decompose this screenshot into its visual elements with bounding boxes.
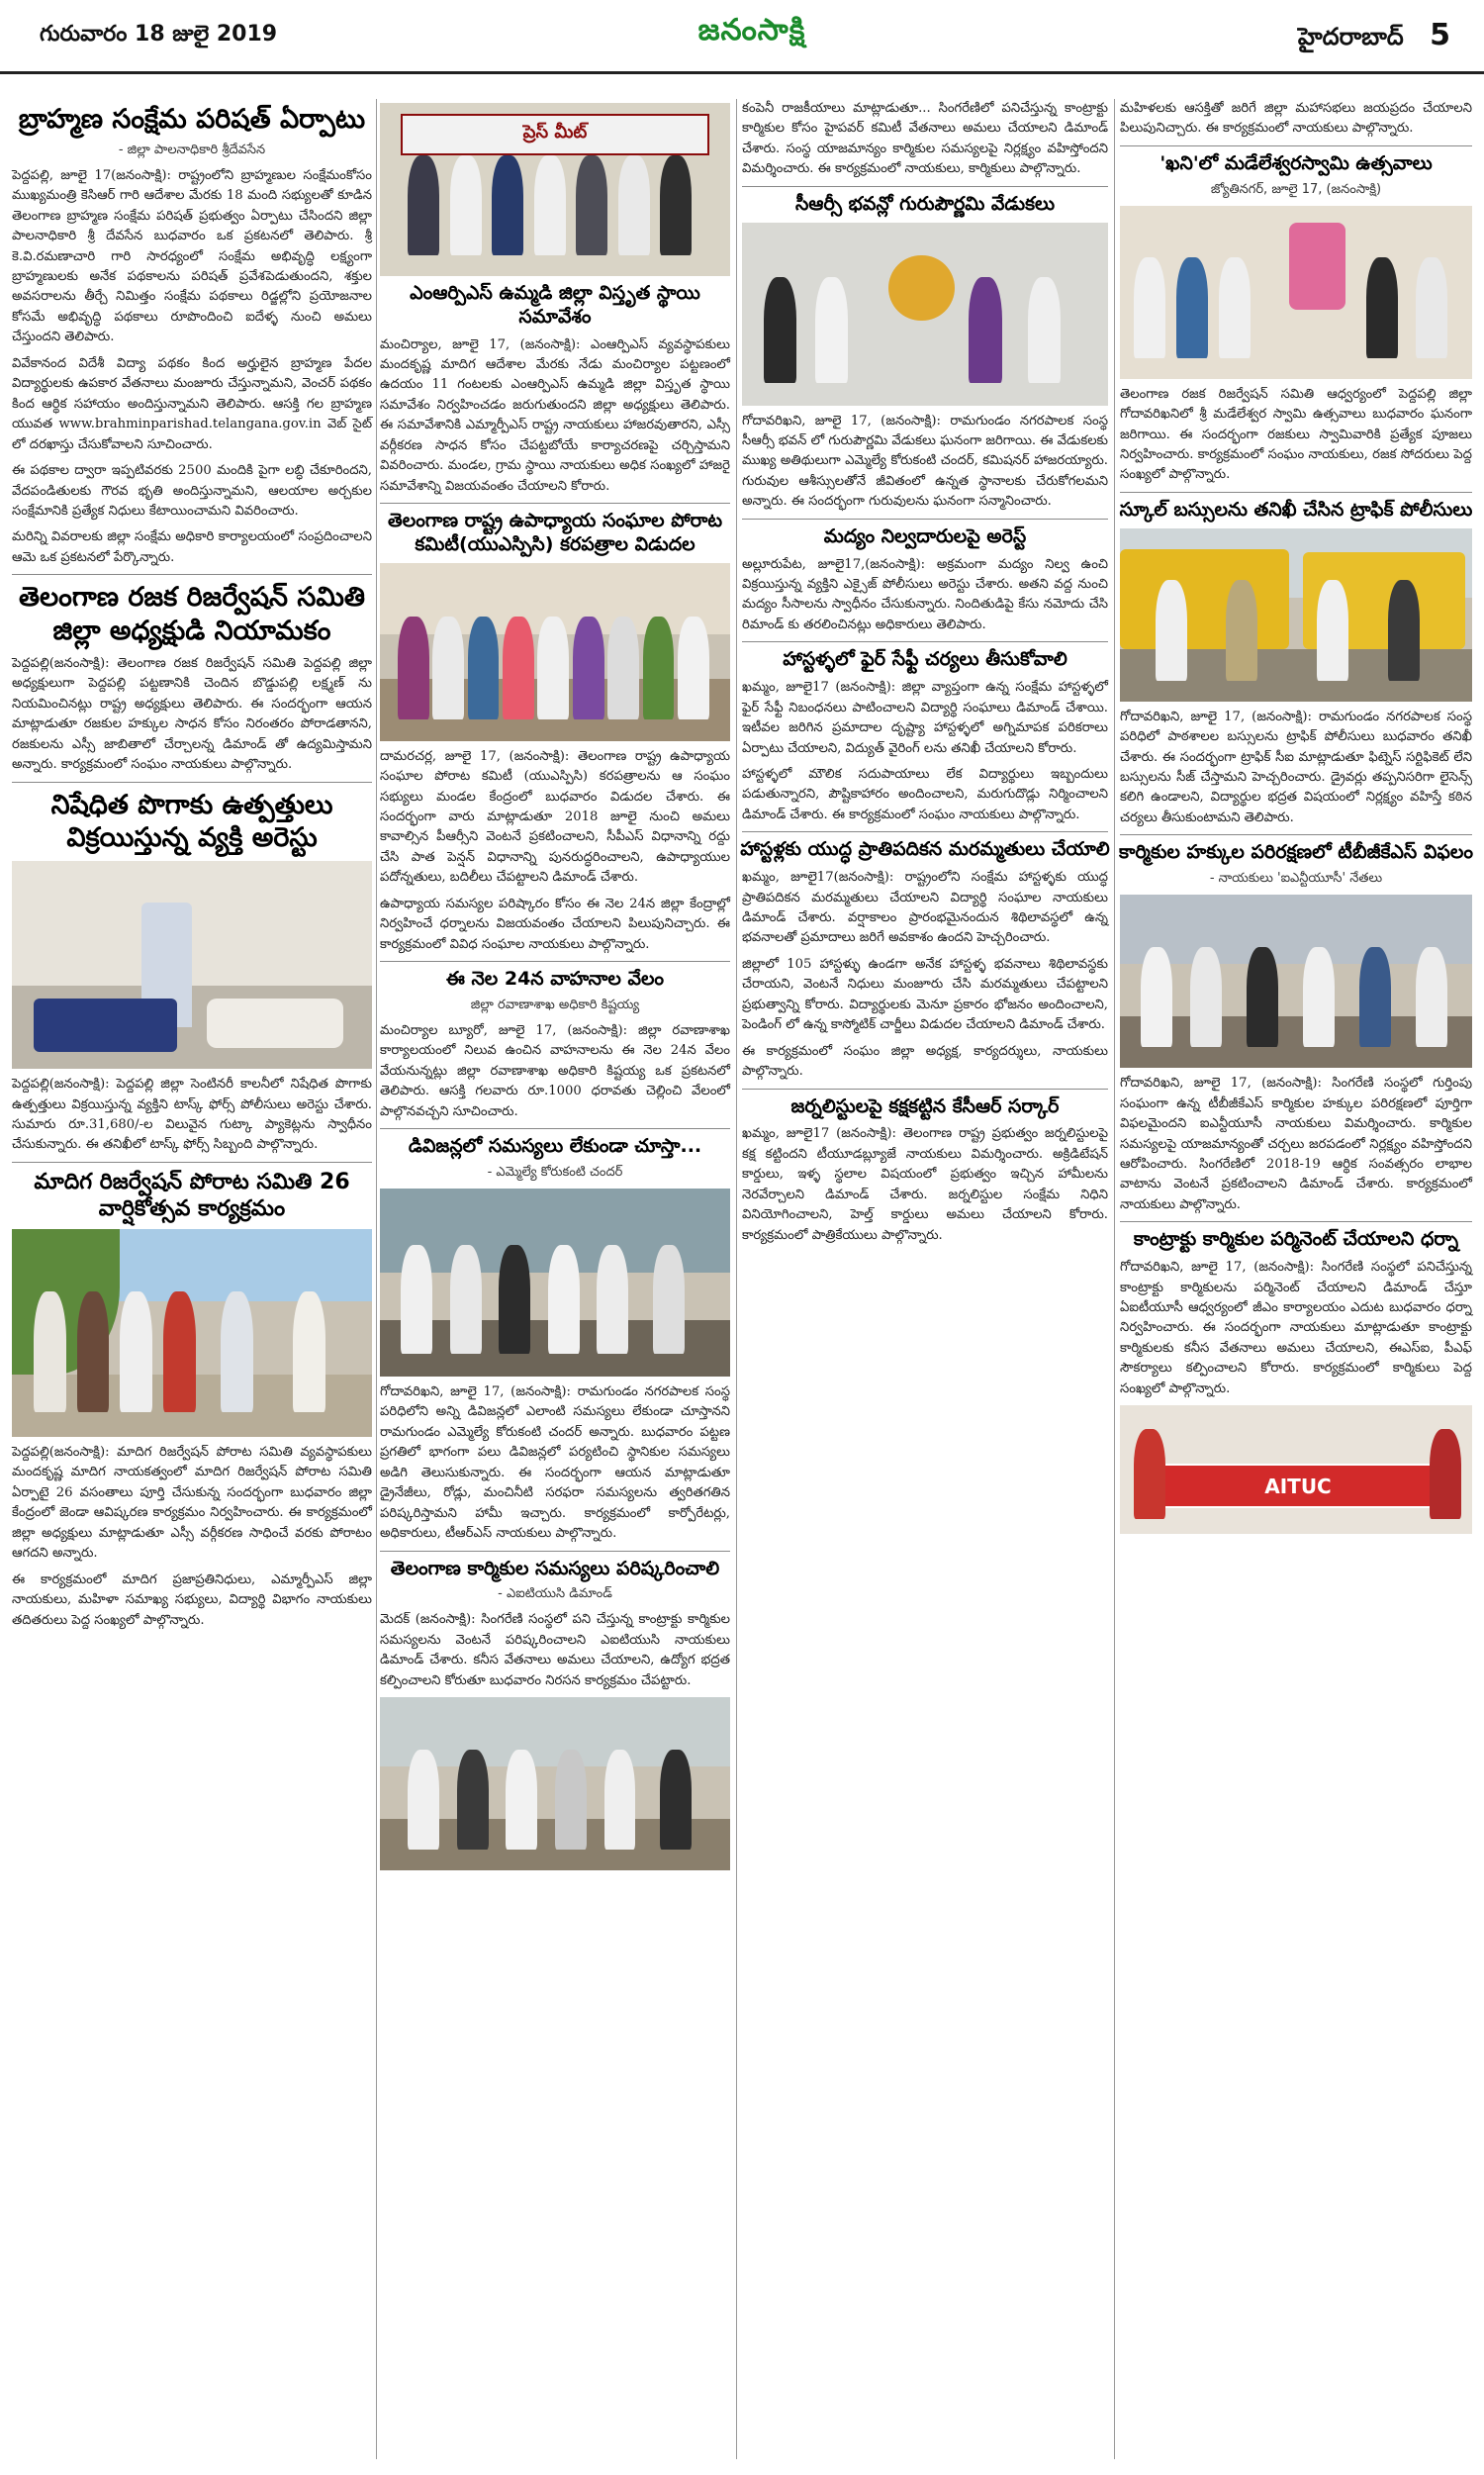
article-separator	[1120, 492, 1472, 493]
column-2	[376, 99, 734, 2459]
article-paragraph: హాస్టళ్ళలో మౌలిక సదుపాయాలు లేక విద్యార్థులు ఇబ్బందులు పడుతున్నారని, పౌష్టికాహారం అందించాలని, మరుగుదొడ్లు నిర్మించాలని డిమాండ్ చేశారు. ఈ కార్యక్రమంలో సంఘం నాయకులు పాల్గొన్నారు.	[742, 766, 1108, 822]
article-paragraph: వివేకానంద విదేశీ విద్యా పథకం కింద అర్హులైన బ్రాహ్మణ పేదల విద్యార్థులకు ఉపకార వేతనాలు మంజూరు చేస్తున్నామని, వెంచర్ పథకం కింద ఆర్థిక సహాయం అందిస్తున్నామని తెలిపారు. ఆసక్తి గల బ్రాహ్మణ యువత www.brahminparishad.telangana.gov.in వెబ్ సైట్ లో దరఖాస్తు చేసుకోవాలని సూచించారు.	[12, 355, 372, 452]
headline-rajaka-samithi: తెలంగాణ రజక రిజర్వేషన్ సమితి జిల్లా అధ్యక్షుడి నియామకం	[18, 582, 365, 647]
headline-vehicle-auction: ఈ నెల 24న వాహనాల వేలం	[445, 968, 665, 991]
logo-text: జనంసాక్షి	[697, 13, 806, 48]
article-paragraph: ఖమ్మం, జూలై17(జనంసాక్షి): రాష్ట్రంలోని సంక్షేమ హాస్టళ్ళకు యుద్ధ ప్రాతిపదికన మరమ్మతులు చేయాలని విద్యార్థి సంఘాల నాయకులు డిమాండ్ చేశారు. వర్షాకాలం ప్రారంభమైనందున శిథిలావస్థలో ఉన్న భవనాలతో ప్రమాదాలు జరిగే అవకాశం ఉందని హెచ్చరించారు.	[742, 870, 1108, 946]
headline-uspc-pamphlets: తెలంగాణ రాష్ట్ర ఉపాధ్యాయ సంఘాల పోరాట కమిటీ(యుఎస్పిసి) కరపత్రాల విడుదల	[387, 510, 723, 555]
article-paragraph: గోదావరిఖని, జూలై 17, (జనంసాక్షి): రామగుండం నగరపాలక సంస్థ పరిధిలోని అన్ని డివిజన్లలో ఎలాంటి సమస్యలు లేకుండా చూస్తానని రామగుండం ఎమ్మెల్యే కోరుకంటి చందర్ అన్నారు. బుధవారం పట్టణ ప్రగతిలో భాగంగా పలు డివిజన్లలో పర్యటించి స్థానికుల సమస్యలు అడిగి తెలుసుకున్నారు. ఈ సందర్భంగా ఆయన మాట్లాడుతూ డ్రైనేజీలు, రోడ్లు, మంచినీటి సరఫరా సమస్యలను త్వరితగతిన పరిష్కరిస్తామని హామీ ఇచ్చారు. కార్యక్రమంలో కార్పోరేటర్లు, అధికారులు, టీఆర్ఎస్ నాయకులు పాల్గొన్నారు.	[380, 1383, 730, 1542]
article-paragraph: దామరచర్ల, జూలై 17, (జనంసాక్షి): తెలంగాణ రాష్ట్ర ఉపాధ్యాయ సంఘాల పోరాట కమిటీ (యుఎస్పిసి) కరపత్రాలను ఆ సంఘం సభ్యులు మండల కేంద్రంలో బుధవారం విడుదల చేశారు. ఈ సందర్భంగా వారు మాట్లాడుతూ 2018 జూలై నుంచి అమలు కావాల్సిన పీఆర్సీని వెంటనే ప్రకటించాలని, సీపీఎస్ విధానాన్ని రద్దు చేసి పాత పెన్షన్ విధానాన్ని పునరుద్ధరించాలని, ఉపాధ్యాయుల పదోన్నతులు, బదిలీలు చేపట్టాలని డిమాండ్ చేశారు.	[380, 748, 730, 886]
byline: - ఎఐటియుసి డిమాండ్	[498, 1586, 612, 1602]
article-paragraph: గోదావరిఖని, జూలై 17, (జనంసాక్షి): సింగరేణి సంస్థలో పనిచేస్తున్న కాంట్రాక్టు కార్మికులను పర్మినెంట్ చేయాలని డిమాండ్ చేస్తూ ఏఐటీయూసీ ఆధ్వర్యంలో జీఎం కార్యాలయం ఎదుట బుధవారం ధర్నా నిర్వహించారు. ఈ సందర్భంగా నాయకులు మాట్లాడుతూ కాంట్రాక్టు కార్మికులకు కనీస వేతనాలు అమలు చేయాలని, ఈఎస్ఐ, పీఎఫ్ సౌకర్యాలు కల్పించాలని కోరారు. కార్యక్రమంలో కార్మికులు పెద్ద సంఖ్యలో పాల్గొన్నారు.	[1120, 1260, 1472, 1396]
article-separator	[1120, 834, 1472, 835]
photo-festival	[1120, 206, 1472, 379]
photo-aituc-dharna	[1120, 1405, 1472, 1534]
article-paragraph: గోదావరిఖని, జూలై 17, (జనంసాక్షి): సింగరేణి సంస్థలో గుర్తింపు సంఘంగా ఉన్న టీబీజీకేఎస్ కార్మికుల హక్కుల పరిరక్షణలో పూర్తిగా విఫలమైందని ఐఎన్టీయూసీ నాయకులు విమర్శించారు. కార్మికుల సమస్యలపై యాజమాన్యంతో చర్చలు జరపడంలో నిర్లక్ష్యం వహిస్తోందని ఆరోపించారు. సింగరేణిలో 2018-19 ఆర్థిక సంవత్సరం లాభాల వాటాను వెంటనే ప్రకటించాలని డిమాండ్ చేశారు. కార్యక్రమంలో నాయకులు పాల్గొన్నారు.	[1120, 1076, 1472, 1212]
photo-protest	[380, 1697, 730, 1870]
headline-contract-workers-dharna: కాంట్రాక్టు కార్మికుల పర్మినెంట్ చేయాలని ధర్నా	[1133, 1228, 1459, 1251]
article-separator	[380, 503, 730, 504]
photo-teachers-union	[380, 563, 730, 741]
headline-workers-issues: తెలంగాణ కార్మికుల సమస్యలు పరిష్కరించాలి	[390, 1557, 720, 1579]
headline-madeleswara-festival: 'ఖని'లో మడేలేశ్వరస్వామి ఉత్సవాలు	[1159, 151, 1433, 174]
edition-city: హైదరాబాద్	[1297, 23, 1404, 50]
article-paragraph: మహిళలకు ఆసక్తితో జరిగే జిల్లా మహాసభలు జయప్రదం చేయాలని పిలుపునిచ్చారు. ఈ కార్యక్రమంలో నాయకులు పాల్గొన్నారు.	[1120, 101, 1472, 137]
article-paragraph: మెదక్ (జనంసాక్షి): సింగరేణి సంస్థలో పని చేస్తున్న కాంట్రాక్టు కార్మికుల సమస్యలను వెంటనే పరిష్కరించాలని ఎఐటియుసి నాయకులు డిమాండ్ చేశారు. కనీస వేతనాలు అమలు చేయాలని, ఉద్యోగ భద్రత కల్పించాలని కోరుతూ బుధవారం నిరసన కార్యక్రమం చేపట్టారు.	[380, 1612, 730, 1688]
page-number: 5	[1430, 18, 1450, 52]
banner-text: AITUC	[1156, 1464, 1441, 1509]
article-separator	[742, 641, 1108, 642]
photo-seized-tobacco	[12, 861, 372, 1069]
newspaper-logo	[633, 6, 871, 61]
article-separator	[742, 519, 1108, 520]
article-paragraph: ఈ కార్యక్రమంలో మాదిగ ప్రజాప్రతినిధులు, ఎమ్మార్పీఎస్ జిల్లా నాయకులు, మహిళా సమాఖ్య సభ్యులు, విద్యార్థి విభాగం నాయకులు తదితరులు పెద్ద సంఖ్యలో పాల్గొన్నారు.	[12, 1571, 372, 1628]
photo-union-leaders	[1120, 895, 1472, 1068]
article-separator	[742, 186, 1108, 187]
photo-school-bus	[1120, 528, 1472, 702]
article-separator	[742, 1089, 1108, 1090]
article-separator	[12, 574, 372, 575]
photo-guru-purnima	[742, 223, 1108, 406]
article-paragraph: కంపెనీ రాజకీయాలు మాట్లాడుతూ... సింగరేణిలో పనిచేస్తున్న కాంట్రాక్టు కార్మికుల కోసం హైపవర్ కమిటీ వేతనాలు అమలు చేయాలని డిమాండ్ చేశారు. సంస్థ యాజమాన్యం కార్మికుల సమస్యలపై నిర్లక్ష్యం వహిస్తోందని విమర్శించారు. ఈ కార్యక్రమంలో నాయకులు, కార్మికులు పాల్గొన్నారు.	[742, 101, 1108, 177]
column-4	[1116, 99, 1476, 2459]
article-paragraph: ఈ పథకాల ద్వారా ఇప్పటివరకు 2500 మందికి పైగా లబ్ధి చేకూరిందని, వేదపండితులకు గౌరవ భృతి అందిస్తున్నామని, ఆలయాల అర్చకుల సంక్షేమానికి ప్రత్యేక నిధులు కేటాయించామని వివరించారు.	[12, 463, 372, 519]
byline: - ఎమ్మెల్యే కోరుకంటి చందర్	[487, 1164, 623, 1180]
column-divider	[1114, 99, 1115, 2459]
article-paragraph: ఖమ్మం, జూలై17 (జనంసాక్షి): జిల్లా వ్యాప్తంగా ఉన్న సంక్షేమ హాస్టళ్ళలో ఫైర్ సేఫ్టీ నిబంధనలు పాటించాలని విద్యార్థి సంఘాలు డిమాండ్ చేశాయి. ఇటీవల జరిగిన ప్రమాదాల దృష్ట్యా హాస్టళ్ళలో అగ్నిమాపక పరికరాలు ఏర్పాటు చేయాలని, విద్యుత్ వైరింగ్ లను తనిఖీ చేయాలని కోరారు.	[742, 680, 1108, 756]
article-separator	[12, 782, 372, 783]
article-paragraph: ఖమ్మం, జూలై17 (జనంసాక్షి): తెలంగాణ రాష్ట్ర ప్రభుత్వం జర్నలిస్టులపై కక్ష కట్టిందని టీయూడబ్ల్యూజే నాయకులు విమర్శించారు. అక్రిడిటేషన్ కార్డులు, ఇళ్ళ స్థలాల విషయంలో ప్రభుత్వం ఇచ్చిన హామీలను నెరవేర్చాలని డిమాండ్ చేశారు. జర్నలిస్టుల సంక్షేమ నిధిని వినియోగించాలని, హెల్త్ కార్డులు అమలు చేయాలని కోరారు. కార్యక్రమంలో పాత్రికేయులు పాల్గొన్నారు.	[742, 1126, 1108, 1243]
article-paragraph: పెద్దపల్లి, జూలై 17(జనంసాక్షి): రాష్ట్రంలోని బ్రాహ్మణుల సంక్షేమంకోసం ముఖ్యమంత్రి కెసిఆర్ గారి ఆదేశాల మేరకు 18 మంది సభ్యులతో కూడిన తెలంగాణ బ్రాహ్మణ సంక్షేమ పరిషత్ ప్రభుత్వం ఏర్పాటు చేసిందని జిల్లా పాలనాధికారి శ్రీ దేవసేన బుధవారం ఒక ప్రకటనలో తెలిపారు. శ్రీ కె.వి.రమణాచారి గారి సారధ్యంలో సంక్షేమ అభివృద్ధి లక్ష్యంగా బ్రాహ్మణులకు అనేక పథకాలను పరిషత్ ప్రవేశపెడుతుందని, శక్తుల అవసరాలను తీర్చే నిమిత్తం సంక్షేమ పథకాలు రిడ్జల్లోని ప్రయోజనాల కోసమే అభివృద్ధి పథకాలు రూపొందించి ఐదేళ్ళ నుంచి అమలు చేస్తుందని తెలిపారు.	[12, 167, 372, 345]
issue-date: గురువారం 18 జులై 2019	[40, 22, 278, 47]
article-paragraph: పెద్దపల్లి(జనంసాక్షి): పెద్దపల్లి జిల్లా సెంటినరీ కాలనీలో నిషేధిత పొగాకు ఉత్పత్తులు విక్రయిస్తున్న వ్యక్తిని టాస్క్ ఫోర్స్ పోలీసులు అరెస్టు చేశారు. సుమారు రూ.31,680/-ల విలువైన గుట్కా ప్యాకెట్లను స్వాధీనం చేసుకున్నారు. ఈ తనిఖీలో టాస్క్ ఫోర్స్ సిబ్బంది పాల్గొన్నారు.	[12, 1077, 372, 1153]
article-paragraph: మంచిర్యాల బ్యూరో, జూలై 17, (జనంసాక్షి): జిల్లా రవాణాశాఖ కార్యాలయంలో నిలువ ఉంచిన వాహనాలను ఈ నెల 24న వేలం వేయనున్నట్లు జిల్లా రవాణాశాఖ అధికారి కిష్టయ్య ఒక ప్రకటనలో తెలిపారు. ఆసక్తి గలవారు రూ.1000 ధరావతు చెల్లించి వేలంలో పాల్గొనవచ్చని సూచించారు.	[380, 1022, 730, 1119]
article-separator	[12, 1162, 372, 1163]
headline-guru-purnima: సీఆర్సీ భవన్లో గురుపౌర్ణమి వేడుకలు	[794, 192, 1056, 215]
edition-info	[1298, 18, 1450, 56]
byline: - జిల్లా పాలనాధికారి శ్రీదేవసేన	[118, 142, 266, 157]
column-3	[738, 99, 1112, 2459]
column-divider	[736, 99, 737, 2459]
headline-journalists: జర్నలిస్టులపై కక్షకట్టిన కేసీఆర్ సర్కార్	[790, 1095, 1060, 1117]
article-paragraph: మంచిర్యాల, జూలై 17, (జనంసాక్షి): ఎంఆర్పిఎస్ వ్యవస్థాపకులు మందకృష్ణ మాదిగ ఆదేశాల మేరకు నేడు మంచిర్యాల పట్టణంలో ఉదయం 11 గంటలకు ఎంఆర్పిఎస్ ఉమ్మడి జిల్లా విస్తృత స్థాయి సమావేశం నిర్వహించడం జరుగుతుందని జిల్లా అధ్యక్షులు తెలిపారు. ఈ సమావేశానికి ఎమ్మార్పీఎస్ రాష్ట్ర నాయకులు హాజరవుతారని, ఎస్సీ వర్గీకరణ సాధన కోసం చేపట్టబోయే కార్యాచరణపై చర్చిస్తామని వివరించారు. మండల, గ్రామ స్థాయి నాయకులు అధిక సంఖ్యలో హాజరై సమావేశాన్ని విజయవంతం చేయాలని కోరారు.	[380, 336, 730, 494]
article-paragraph: గోదావరిఖని, జూలై 17, (జనంసాక్షి): రామగుండం నగరపాలక సంస్థ సీఆర్సీ భవన్ లో గురుపౌర్ణమి వేడుకలు ఘనంగా జరిగాయి. ఈ వేడుకలకు ముఖ్య అతిథులుగా ఎమ్మెల్యే కోరుకంటి చందర్, కమిషనర్ హాజరయ్యారు. గురువుల ఆశీస్సులతోనే జీవితంలో ఉన్నత స్థానాలకు చేరుకోగలమని అన్నారు. ఈ సందర్భంగా గురువులను ఘనంగా సన్మానించారు.	[742, 413, 1108, 510]
masthead	[0, 0, 1484, 74]
photo-flag-hoisting	[12, 1229, 372, 1437]
article-paragraph: ఉపాధ్యాయ సమస్యల పరిష్కారం కోసం ఈ నెల 24న జిల్లా కేంద్రాల్లో నిర్వహించే ధర్నాలను విజయవంతం చేయాలని పిలుపునిచ్చారు. ఈ కార్యక్రమంలో వివిధ సంఘాల నాయకులు పాల్గొన్నారు.	[380, 896, 730, 952]
headline-tobacco-arrest: నిషేధిత పొగాకు ఉత్పత్తులు విక్రయిస్తున్న వ్యక్తి అరెస్టు	[50, 789, 333, 854]
photo-press-meet	[380, 103, 730, 276]
article-paragraph: ఈ కార్యక్రమంలో సంఘం జిల్లా అధ్యక్ష, కార్యదర్శులు, నాయకులు పాల్గొన్నారు.	[742, 1043, 1108, 1080]
headline-mrps-anniversary: మాదిగ రిజర్వేషన్ పోరాట సమితి 26 వార్షికోత్సవ కార్యక్రమం	[34, 1169, 350, 1222]
headline-brahmin-parishad: బ్రాహ్మణ సంక్షేమ పరిషత్ ఏర్పాటు	[18, 104, 366, 135]
article-paragraph: మరిన్ని వివరాలకు జిల్లా సంక్షేమ అధికారి కార్యాలయంలో సంప్రదించాలని ఆమె ఒక ప్రకటనలో పేర్కొన్నారు.	[12, 529, 372, 565]
article-separator	[380, 1551, 730, 1552]
headline-school-bus-check: స్కూల్ బస్సులను తనిఖీ చేసిన ట్రాఫిక్ పోలీసులు	[1119, 498, 1473, 521]
article-separator	[380, 961, 730, 962]
headline-mrps-meeting: ఎంఆర్పిఎస్ ఉమ్మడి జిల్లా విస్తృత స్థాయి సమావేశం	[410, 282, 700, 328]
headline-tbgks-failure: కార్మికుల హక్కుల పరిరక్షణలో టీబీజీకేఎస్ విఫలం	[1118, 841, 1473, 864]
byline: జిల్లా రవాణాశాఖ అధికారి కిష్టయ్య	[470, 997, 640, 1012]
photo-mla-visit	[380, 1189, 730, 1377]
headline-hostel-repairs: హాస్టళ్లకు యుద్ధ ప్రాతిపదికన మరమ్మతులు చేయాలి	[740, 838, 1110, 861]
article-paragraph: గోదావరిఖని, జూలై 17, (జనంసాక్షి): రామగుండం నగరపాలక సంస్థ పరిధిలో పాఠశాలల బస్సులను ట్రాఫిక్ పోలీసులు బుధవారం తనిఖీ చేశారు. ఈ సందర్భంగా ట్రాఫిక్ సీఐ మాట్లాడుతూ ఫిట్నెస్ సర్టిఫికెట్ లేని బస్సులను సీజ్ చేస్తామని హెచ్చరించారు. డ్రైవర్లు తప్పనిసరిగా లైసెన్స్ కలిగి ఉండాలని, విద్యార్థుల భద్రత విషయంలో నిర్లక్ష్యం వహిస్తే కఠిన చర్యలు తీసుకుంటామని తెలిపారు.	[1120, 709, 1472, 825]
headline-liquor-arrest: మద్యం నిల్వదారులపై అరెస్ట్	[823, 524, 1027, 547]
article-paragraph: జిల్లాలో 105 హాస్టళ్ళు ఉండగా అనేక హాస్టళ్ళ భవనాలు శిథిలావస్థకు చేరాయని, వెంటనే నిధులు మంజూరు చేసి మరమ్మతులు చేపట్టాలని ప్రభుత్వాన్ని కోరారు. విద్యార్థులకు మెనూ ప్రకారం భోజనం అందించాలని, పెండింగ్ లో ఉన్న కాస్మోటిక్ చార్జీలు విడుదల చేయాలని డిమాండ్ చేశారు.	[742, 956, 1108, 1033]
banner-text: ప్రెస్ మీట్	[401, 114, 709, 156]
headline-division-issues: డివిజన్లలో సమస్యలు లేకుండా చూస్తా...	[408, 1135, 702, 1158]
byline: - నాయకులు 'ఐఎన్టీయూసీ' నేతలు	[1209, 871, 1383, 887]
article-separator	[380, 1128, 730, 1129]
article-paragraph: అల్లూరుపేట, జూలై17,(జనంసాక్షి): అక్రమంగా మద్యం నిల్వ ఉంచి విక్రయిస్తున్న వ్యక్తిని ఎక్సైజ్ పోలీసులు అరెస్టు చేశారు. అతని వద్ద నుంచి మద్యం సీసాలను స్వాధీనం చేసుకున్నారు. నిందితుడిపై కేసు నమోదు చేసి రిమాండ్ కు తరలించినట్లు అధికారులు తెలిపారు.	[742, 556, 1108, 632]
article-paragraph: పెద్దపల్లి(జనంసాక్షి): తెలంగాణ రజక రిజర్వేషన్ సమితి పెద్దపల్లి జిల్లా అధ్యక్షులుగా పెద్దపల్లి పట్టణానికి చెందిన బొడ్డుపల్లి లక్ష్మణ్ ను నియమించినట్లు రాష్ట్ర అధ్యక్షులు తెలిపారు. ఈ సందర్భంగా ఆయన మాట్లాడుతూ రజకుల హక్కుల సాధన కోసం నిరంతరం పోరాడతానని, రజకులను ఎస్సీ జాబితాలో చేర్చాలన్న డిమాండ్ తో ఉద్యమిస్తామని అన్నారు. కార్యక్రమంలో సంఘం నాయకులు పాల్గొన్నారు.	[12, 655, 372, 773]
byline: జ్యోతినగర్, జూలై 17, (జనంసాక్షి)	[1210, 181, 1382, 197]
article-paragraph: తెలంగాణ రజక రిజర్వేషన్ సమితి ఆధ్వర్యంలో పెద్దపల్లి జిల్లా గోదావరిఖనిలో శ్రీ మడేలేశ్వర స్వామి ఉత్సవాలు బుధవారం ఘనంగా జరిగాయి. ఈ సందర్భంగా రజకులు స్వామివారికి ప్రత్యేక పూజలు నిర్వహించారు. కార్యక్రమంలో సంఘం నాయకులు, రజక సోదరులు పెద్ద సంఖ్యలో పాల్గొన్నారు.	[1120, 386, 1472, 483]
article-separator	[1120, 1221, 1472, 1222]
article-separator	[742, 831, 1108, 832]
article-separator	[1120, 145, 1472, 146]
article-paragraph: పెద్దపల్లి(జనంసాక్షి): మాదిగ రిజర్వేషన్ పోరాట సమితి వ్యవస్థాపకులు మందకృష్ణ మాదిగ నాయకత్వంలో మాదిగ రిజర్వేషన్ పోరాట సమితి ఏర్పాటై 26 వసంతాలు పూర్తి చేసుకున్న సందర్భంగా బుధవారం జిల్లా కేంద్రంలో జెండా ఆవిష్కరణ కార్యక్రమం నిర్వహించారు. ఈ కార్యక్రమంలో జిల్లా అధ్యక్షులు మాట్లాడుతూ ఎస్సీ వర్గీకరణ సాధించే వరకు పోరాటం ఆగదని అన్నారు.	[12, 1444, 372, 1562]
headline-hostel-fire-safety: హాస్టళ్ళలో ఫైర్ సేఫ్టీ చర్యలు తీసుకోవాలి	[783, 648, 1067, 671]
column-1	[8, 99, 376, 2459]
